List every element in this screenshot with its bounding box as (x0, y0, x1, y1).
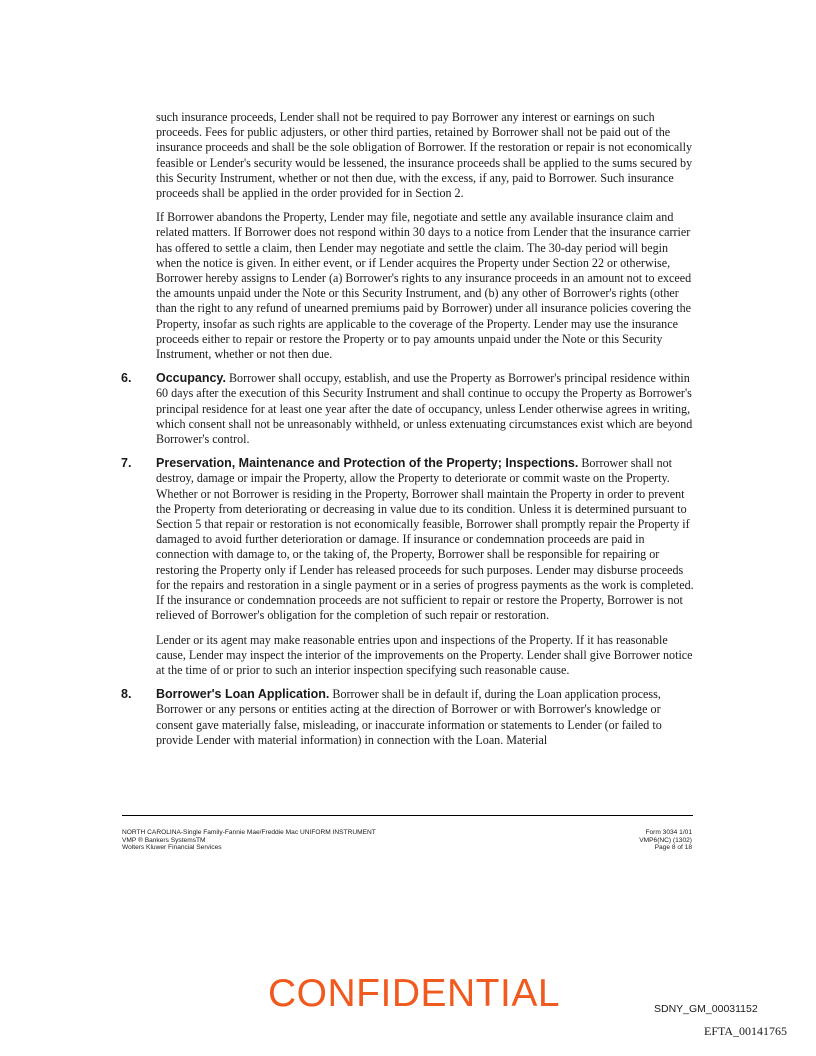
footer-form-id: Form 3034 1/01 (645, 829, 692, 836)
paragraph-inspection: Lender or its agent may make reasonable entries upon and inspections of the Property. If it has reasonable cause, Lender may inspect the interior of the improvements on the Property. Lender shall give Borrower notice at the time of or prior to such an interior inspection specifying such reasonable cause. (156, 632, 693, 677)
section-text: Borrower shall occupy, establish, and use the Property as Borrower's principal residence within 60 days after the execution of this Security Instrument and shall continue to occupy the Property as Borrower's principal residence for at least one year after the date of occupancy, unless Lender otherwise agrees in writing, which consent shall not be unreasonably withheld, or unless extenuating circumstances exist which are beyond Borrower's control. (156, 371, 693, 447)
section-8-loan-application (121, 687, 696, 748)
section-text: Borrower shall be in default if, during the Loan application process, Borrower or any persons or entities acting at the direction of Borrower or with Borrower's knowledge or consent gave materially false, misleading, or inaccurate information or statements to Lender (or failed to provide Lender with material information) in connection with the Loan. Material (156, 687, 662, 747)
footer-vmp-code: VMP6(NC) (1302) (639, 836, 692, 844)
footer-page-number: Page 8 of 18 (654, 844, 692, 852)
section-text: Borrower shall not destroy, damage or impair the Property, allow the Property to deteriorate or commit waste on the Property. Whether or not Borrower is residing in the Property, Borrower shall maintain the Property in order to prevent the Property from deteriorating or decreasing in value due to its condition. Unless it is determined pursuant to Section 5 that repair or restoration is not economically feasible, Borrower shall promptly repair the Property if damaged to avoid further deterioration or damage. If insurance or condemnation proceeds are paid in connection with damage to, or the taking of, the Property, Borrower shall be responsible for repairing or restoring the Property only if Lender has released proceeds for such purposes. Lender may disburse proceeds for the repairs and restoration in a single payment or in a series of progress payments as the work is completed. If the insurance or condemnation proceeds are not sufficient to repair or restore the Property, Borrower is not relieved of Borrower's obligation for the completion of such repair or restoration. (156, 456, 694, 623)
section-number: 8. (121, 687, 132, 702)
footer-publisher: Wolters Kluwer Financial Services (122, 844, 222, 852)
section-title: Occupancy. (156, 371, 226, 386)
efta-number: EFTA_00141765 (704, 1024, 788, 1038)
section-7-preservation (121, 456, 696, 623)
document-body (121, 110, 696, 757)
footer-vendor: VMP ® Bankers SystemsTM (122, 836, 206, 844)
section-title: Borrower's Loan Application. (156, 687, 330, 702)
footer-form-info (122, 829, 376, 852)
paragraph-property-abandonment: If Borrower abandons the Property, Lender may file, negotiate and settle any available insurance claim and related matters. If Borrower does not respond within 30 days to a notice from Lender that the insurance carrier has offered to settle a claim, then Lender may negotiate and settle the claim. The 30-day period will begin when the notice is given. In either event, or if Lender acquires the Property under Section 22 or otherwise, Borrower hereby assigns to Lender (a) Borrower's rights to any insurance proceeds in an amount not to exceed the amounts unpaid under the Note or this Security Instrument, and (b) any other of Borrower's rights (other than the right to any refund of unearned premiums paid by Borrower) under all insurance policies covering the Property, insofar as such rights are applicable to the coverage of the Property. Lender may use the insurance proceeds either to repair or restore the Property or to pay amounts unpaid under the Note or this Security Instrument, whether or not then due. (156, 210, 692, 362)
footer-form-number (639, 829, 692, 852)
section-6-occupancy (121, 371, 696, 447)
section-number: 6. (121, 371, 132, 386)
footer-instrument-title: NORTH CAROLINA-Single Family-Fannie Mae/Freddie Mac UNIFORM INSTRUMENT (122, 829, 376, 836)
section-title: Preservation, Maintenance and Protection of the Property; Inspections. (156, 456, 579, 471)
bates-number: SDNY_GM_00031152 (654, 1003, 758, 1015)
confidential-stamp: CONFIDENTIAL (268, 972, 561, 1015)
paragraph-insurance-proceeds: such insurance proceeds, Lender shall not be required to pay Borrower any interest or earnings on such proceeds. Fees for public adjusters, or other third parties, retained by Borrower shall not be paid out of the insurance proceeds and shall be the sole obligation of Borrower. If the restoration or repair is not economically feasible or Lender's security would be lessened, the insurance proceeds shall be applied to the sums secured by this Security Instrument, whether or not then due, with the excess, if any, paid to Borrower. Such insurance proceeds shall be applied in the order provided for in Section 2. (156, 110, 693, 201)
footer-divider (122, 815, 693, 816)
section-number: 7. (121, 456, 132, 471)
